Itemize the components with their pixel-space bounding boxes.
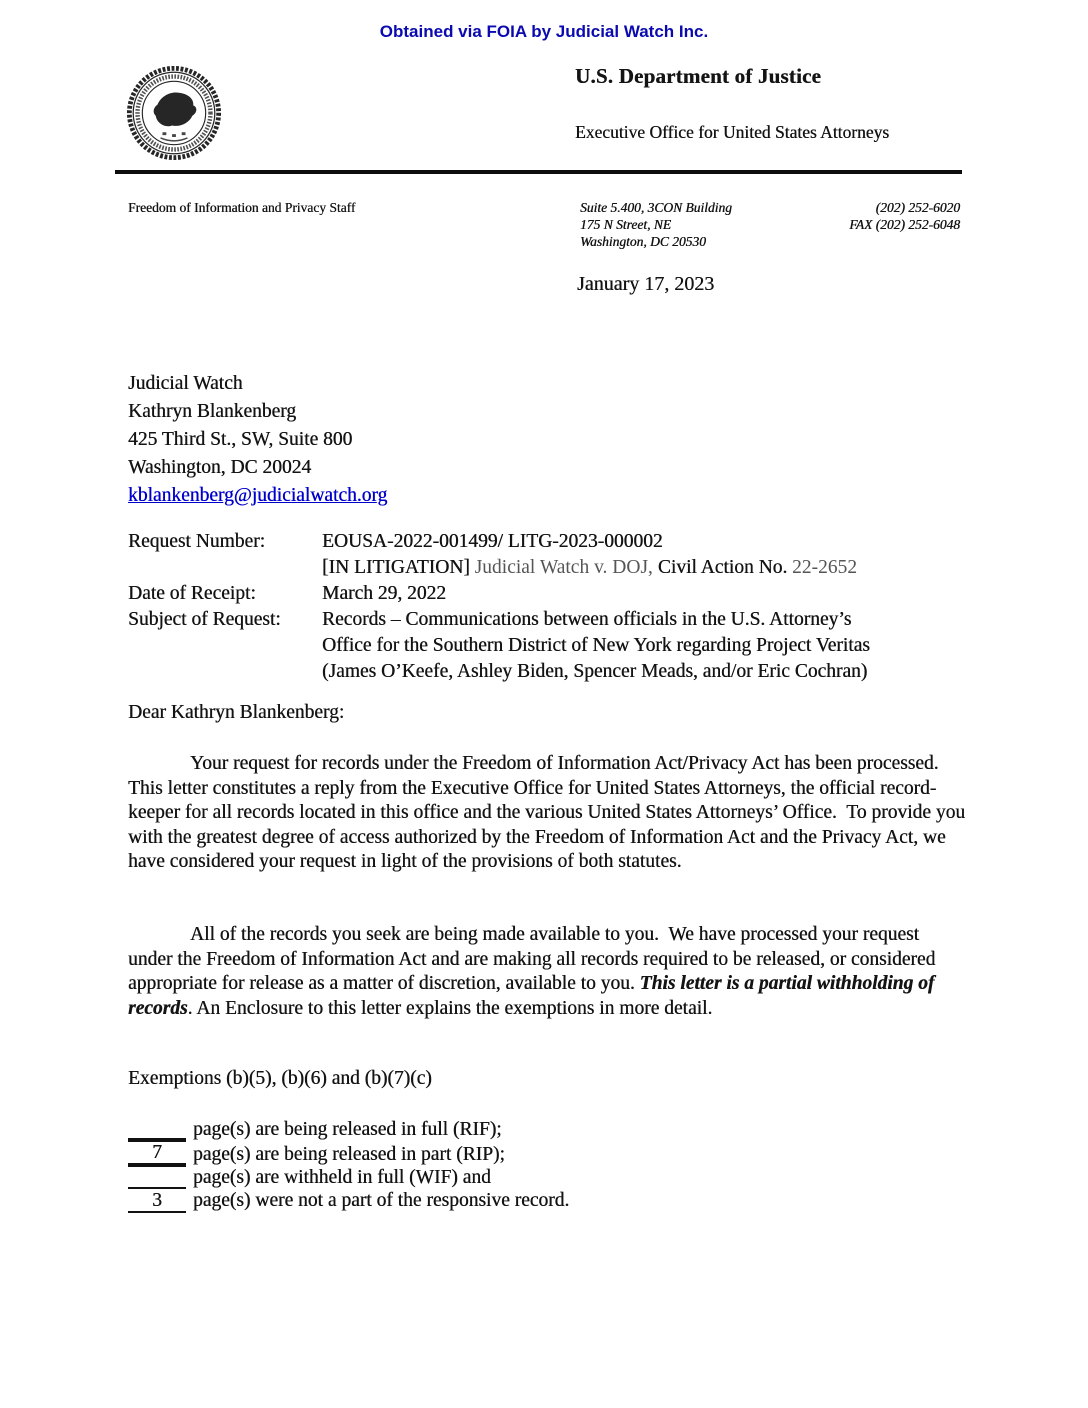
litigation-bracket: [IN LITIGATION] — [322, 557, 475, 578]
letter-date: January 17, 2023 — [577, 273, 715, 295]
subject-line-1: Records – Communications between officials in the U.S. Attorney’s — [322, 609, 852, 630]
rif-count-text: page(s) are being released in full (RIF); — [193, 1119, 502, 1140]
foia-banner: Obtained via FOIA by Judicial Watch Inc. — [379, 22, 709, 41]
subject-label: Subject of Request: — [128, 609, 281, 630]
receipt-value: March 29, 2022 — [322, 583, 447, 604]
salutation: Dear Kathryn Blankenberg: — [128, 702, 345, 723]
wif-count-text: page(s) are withheld in full (WIF) and — [193, 1166, 491, 1188]
office-address-line3: Washington, DC 20530 — [580, 234, 706, 249]
count-row-nonresponsive — [128, 1189, 569, 1213]
request-number-row — [128, 529, 968, 581]
litigation-civil-action-label: Civil Action No. — [657, 557, 793, 578]
office-phone: (202) 252-6020 — [875, 200, 960, 215]
dept-title: U.S. Department of Justice — [575, 64, 822, 88]
recipient-organization: Judicial Watch — [128, 373, 243, 394]
recipient-street: 425 Third St., SW, Suite 800 — [128, 429, 353, 450]
subject-of-request-row — [128, 607, 968, 685]
count-row-rip — [128, 1142, 569, 1166]
subject-line-2: Office for the Southern District of New York regarding Project Veritas — [322, 635, 870, 656]
recipient-block — [128, 370, 387, 510]
paragraph2-text: All of the records you seek are being made available to you. We have processed your request under the Freedom of Information Act and are making all records required to be released, or considered appropriate for release as a matter of discretion, available to you. — [128, 924, 941, 994]
dept-office: Executive Office for United States Attorneys — [575, 122, 890, 142]
request-number-label: Request Number: — [128, 531, 266, 552]
foia-staff-label: Freedom of Information and Privacy Staff — [128, 200, 356, 215]
subject-value — [322, 607, 968, 685]
rip-count-blank: 7 — [128, 1142, 186, 1167]
office-fax: FAX (202) 252-6048 — [849, 217, 960, 232]
body-paragraph-1: Your request for records under the Freedom of Information Act/Privacy Act has been processed. This letter constitutes a reply from the Executive Office for United States Attorneys, the official record-keeper for all records located in this office and the various United States Attorneys’ Office. To provide you with the greatest degree of access authorized by the Freedom of Information Act and the Privacy Act, we have considered your request in light of the provisions of both statutes. — [128, 753, 970, 872]
count-row-wif — [128, 1166, 569, 1190]
litigation-case-name: Judicial Watch v. DOJ, — [474, 557, 658, 578]
body-paragraph-2 — [128, 923, 966, 1021]
receipt-label: Date of Receipt: — [128, 583, 256, 604]
request-number-value: EOUSA-2022-001499/ LITG-2023-000002 — [322, 531, 663, 552]
count-row-rif — [128, 1118, 569, 1142]
header-rule — [115, 170, 962, 174]
nonresponsive-count-text: page(s) were not a part of the responsive record. — [193, 1190, 570, 1212]
recipient-email-link[interactable]: kblankenberg@judicialwatch.org — [128, 485, 388, 506]
office-phones — [760, 199, 960, 233]
paragraph2-emphasis: This letter is a partial withholding of records — [128, 973, 940, 1019]
exemptions-line: Exemptions (b)(5), (b)(6) and (b)(7)(c) — [128, 1068, 432, 1089]
recipient-city: Washington, DC 20024 — [128, 457, 312, 478]
office-address-line1: Suite 5.400, 3CON Building — [580, 200, 732, 215]
rip-count-text: page(s) are being released in part (RIP); — [193, 1144, 505, 1165]
subject-line-3: (James O’Keefe, Ashley Biden, Spencer Meads, and/or Eric Cochran) — [322, 661, 868, 682]
nonresponsive-count-blank: 3 — [128, 1190, 186, 1213]
office-address — [580, 199, 732, 250]
recipient-name: Kathryn Blankenberg — [128, 401, 297, 422]
doj-seal-icon — [126, 62, 222, 164]
office-address-line2: 175 N Street, NE — [580, 217, 671, 232]
date-of-receipt-row — [128, 581, 968, 607]
litigation-case-number: 22-2652 — [792, 557, 858, 578]
paragraph2-closing: . An Enclosure to this letter explains the exemptions in more detail. — [187, 997, 713, 1019]
litigation-line — [322, 555, 968, 581]
request-details — [128, 529, 968, 685]
page-count-list — [128, 1118, 569, 1213]
